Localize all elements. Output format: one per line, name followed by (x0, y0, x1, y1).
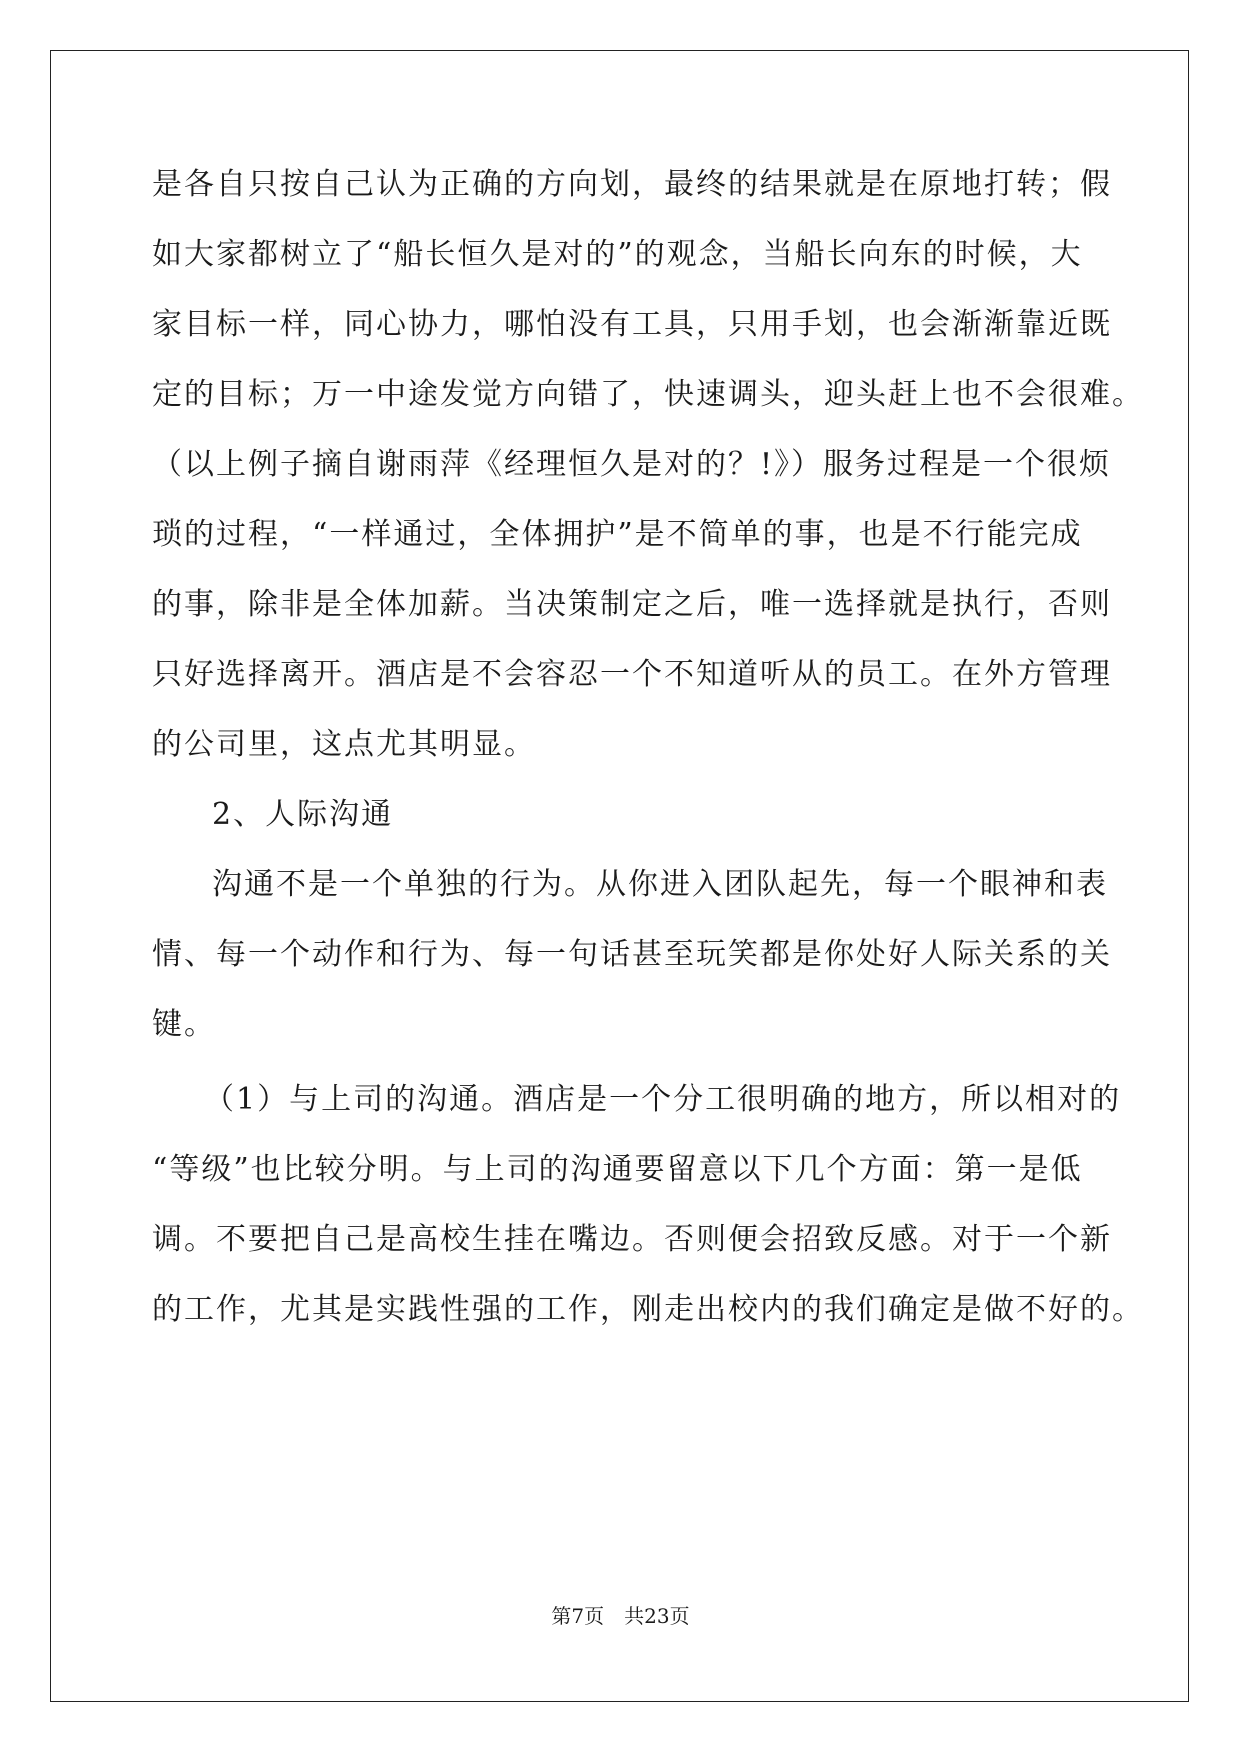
text-line: （以上例子摘自谢雨萍《经理恒久是对的？!》）服务过程是一个很烦 (152, 447, 1112, 482)
text-line: 如大家都树立了“船长恒久是对的”的观念，当船长向东的时候，大 (152, 237, 1083, 272)
text-line: 的公司里，这点尤其明显。 (152, 727, 536, 762)
text-line: 调。不要把自己是高校生挂在嘴边。否则便会招致反感。对于一个新 (152, 1222, 1112, 1257)
text-line: 键。 (152, 1007, 216, 1042)
text-line: 是各自只按自己认为正确的方向划，最终的结果就是在原地打转；假 (152, 167, 1112, 202)
page-number: 第7页 共23页 (551, 1604, 690, 1628)
text-line: “等级”也比较分明。与上司的沟通要留意以下几个方面：第一是低 (152, 1152, 1083, 1187)
text-line: 家目标一样，同心协力，哪怕没有工具，只用手划，也会渐渐靠近既 (152, 307, 1112, 342)
text-line: 的事，除非是全体加薪。当决策制定之后，唯一选择就是执行，否则 (152, 587, 1112, 622)
text-line: （1）与上司的沟通。酒店是一个分工很明确的地方，所以相对的 (204, 1082, 1122, 1117)
text-line: 琐的过程，“一样通过，全体拥护”是不简单的事，也是不行能完成 (152, 517, 1083, 552)
text-line: 定的目标；万一中途发觉方向错了，快速调头，迎头赶上也不会很难。 (152, 377, 1144, 412)
text-line: 的工作，尤其是实践性强的工作，刚走出校内的我们确定是做不好的。 (152, 1292, 1144, 1327)
text-line: 沟通不是一个单独的行为。从你进入团队起先，每一个眼神和表 (212, 867, 1108, 902)
text-line: 只好选择离开。酒店是不会容忍一个不知道听从的员工。在外方管理 (152, 657, 1112, 692)
text-line: 情、每一个动作和行为、每一句话甚至玩笑都是你处好人际关系的关 (152, 937, 1112, 972)
section-heading: 2、人际沟通 (212, 797, 394, 832)
